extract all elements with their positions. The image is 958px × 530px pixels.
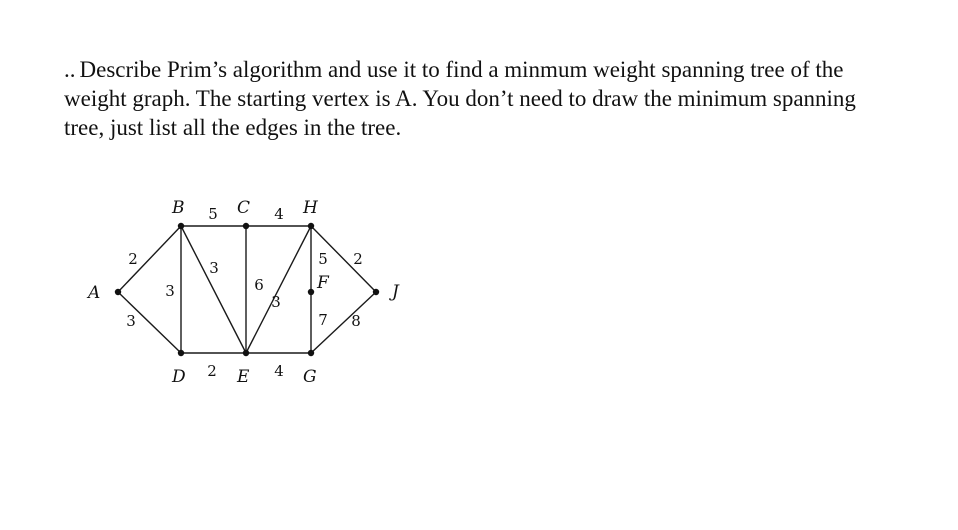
vertex-c-label: C [237,198,251,218]
vertex-d-label: D [172,367,186,387]
vertex-a-dot [115,289,121,295]
vertex-j-label: J [392,282,399,302]
vertex-g-label: G [303,367,317,387]
question-line-3: tree, just list all the edges in the tree. [64,115,402,140]
edge-weight-e-g: 4 [274,362,284,380]
vertex-d-dot [178,350,184,356]
edge-b-e [181,226,246,353]
vertex-e-dot [243,350,249,356]
edge-weight-d-e: 2 [207,362,217,380]
edge-weight-a-d: 3 [126,312,136,330]
vertex-c-dot [243,223,249,229]
vertex-b-dot [178,223,184,229]
vertex-f-dot [308,289,314,295]
edge-weight-f-g: 7 [318,311,328,329]
edge-weight-g-j: 8 [351,312,361,330]
edge-weight-b-d: 3 [165,282,175,300]
edge-weight-h-e: 3 [271,293,281,311]
edge-weight-c-e: 6 [254,276,264,294]
vertex-h-dot [308,223,314,229]
question-line-2: weight graph. The starting vertex is A. You don’t need to draw the minimum spanning [64,86,856,111]
edge-weight-c-h: 4 [274,205,284,223]
vertex-g-dot [308,350,314,356]
graph-edges [118,226,376,353]
edge-weight-h-j: 2 [353,250,363,268]
edge-weight-b-c: 5 [208,205,218,223]
question-line-1: Describe Prim’s algorithm and use it to find a minmum weight spanning tree of the [79,57,844,82]
vertex-a-label: A [88,283,101,303]
question-prefix: .. [64,57,76,82]
vertex-e-label: E [237,367,250,387]
vertex-h-label: H [303,198,318,218]
graph-vertices [115,223,379,356]
vertex-b-label: B [172,198,185,218]
edge-weight-b-e: 3 [209,259,219,277]
edge-weight-a-b: 2 [128,250,138,268]
vertex-j-dot [373,289,379,295]
vertex-f-label: F [317,273,329,293]
edge-weight-h-f: 5 [318,250,328,268]
